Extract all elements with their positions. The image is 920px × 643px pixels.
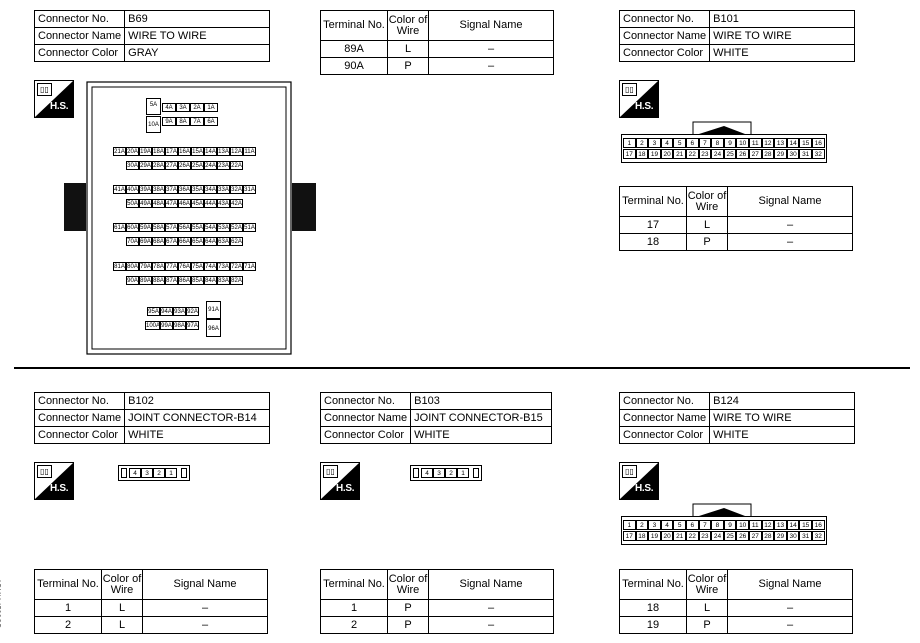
pin-17A: 17A (166, 149, 177, 155)
pin-9: 9 (724, 520, 737, 530)
pin-81A: 81A (114, 264, 125, 270)
terminal: 19 (620, 617, 687, 634)
pin-75A: 75A (192, 264, 203, 270)
connector-icon: ▯▯ (37, 83, 52, 96)
signal: – (429, 41, 554, 58)
b124-connector-face (621, 502, 827, 547)
pin-85A: 85A (192, 278, 203, 284)
signal: – (429, 58, 554, 75)
table-row (620, 600, 853, 617)
col-color: Color of Wire (687, 570, 728, 600)
b102-joint-connector (118, 465, 190, 481)
table-row (35, 600, 268, 617)
pin-88A: 88A (153, 278, 164, 284)
label: Connector Color (321, 427, 411, 444)
table-row (35, 617, 268, 634)
pin-25: 25 (724, 531, 737, 541)
b103-signal-table (320, 569, 554, 634)
pin-20: 20 (661, 531, 674, 541)
harness-side-icon (320, 462, 360, 500)
pin-30: 30 (787, 531, 800, 541)
label: Connector Name (620, 28, 710, 45)
pin-23A: 23A (218, 163, 229, 169)
signal: – (728, 600, 853, 617)
b69-left-latch (64, 183, 86, 231)
pin-25: 25 (724, 149, 737, 159)
col-signal: Signal Name (143, 570, 268, 600)
pin-98A: 98A (174, 323, 185, 329)
table-row (321, 600, 554, 617)
table-row (620, 617, 853, 634)
col-signal: Signal Name (728, 187, 853, 217)
label: Connector No. (35, 393, 125, 410)
col-signal: Signal Name (429, 570, 554, 600)
pin-67A: 67A (166, 239, 177, 245)
pin-4: 4 (661, 520, 674, 530)
col-color: Color of Wire (102, 570, 143, 600)
value: GRAY (125, 45, 270, 62)
pin-72A: 72A (231, 264, 242, 270)
pin-68A: 68A (153, 239, 164, 245)
pin-71A: 71A (244, 264, 255, 270)
wire-color: L (388, 41, 429, 58)
label: Connector Color (35, 427, 125, 444)
terminal: 17 (620, 217, 687, 234)
pin-22: 22 (686, 149, 699, 159)
wire-color: P (388, 617, 429, 634)
b124-info-table (619, 392, 855, 444)
pin-10: 10 (736, 520, 749, 530)
table-row (620, 234, 853, 251)
pin-77A: 77A (166, 264, 177, 270)
pin-2: 2 (445, 468, 457, 478)
pin-18A: 18A (153, 149, 164, 155)
pin-24: 24 (711, 531, 724, 541)
pin-27A: 27A (166, 163, 177, 169)
pin-55A: 55A (192, 225, 203, 231)
value: WHITE (710, 427, 855, 444)
pin-10: 10 (736, 138, 749, 148)
pin-82A: 82A (231, 278, 242, 284)
pin-19: 19 (648, 149, 661, 159)
pin-4: 4 (129, 468, 141, 478)
pin-14: 14 (787, 138, 800, 148)
pin-19A: 19A (140, 149, 151, 155)
pin-21: 21 (673, 531, 686, 541)
pin-44A: 44A (205, 201, 216, 207)
pin-1A: 1A (204, 103, 218, 112)
pin-8A: 8A (176, 117, 190, 126)
pin-29A: 29A (140, 163, 151, 169)
label: Connector No. (620, 11, 710, 28)
wire-color: P (388, 58, 429, 75)
pin-15: 15 (799, 520, 812, 530)
pin-83A: 83A (218, 278, 229, 284)
connector-icon: ▯▯ (323, 465, 338, 478)
pin-1: 1 (457, 468, 469, 478)
pin-30A: 30A (127, 163, 138, 169)
value: JOINT CONNECTOR-B15 (411, 410, 552, 427)
pin-6A: 6A (204, 117, 218, 126)
pin-18: 18 (636, 531, 649, 541)
pin-11: 11 (749, 138, 762, 148)
pin-58A: 58A (153, 225, 164, 231)
pin-5: 5 (673, 520, 686, 530)
pin-3: 3 (648, 138, 661, 148)
section-divider (14, 367, 910, 369)
pin-78A: 78A (153, 264, 164, 270)
pin-23: 23 (699, 149, 712, 159)
pin-29: 29 (774, 531, 787, 541)
pin-52A: 52A (231, 225, 242, 231)
pin-59A: 59A (140, 225, 151, 231)
harness-side-icon (619, 80, 659, 118)
pin-41A: 41A (114, 187, 125, 193)
value: WIRE TO WIRE (710, 28, 855, 45)
pin-9A: 9A (162, 117, 176, 126)
b102-signal-table (34, 569, 268, 634)
pin-32: 32 (812, 531, 825, 541)
hs-label: H.S. (635, 101, 654, 112)
pin-95A: 95A (148, 309, 159, 315)
pin-1: 1 (165, 468, 177, 478)
pin-12: 12 (762, 520, 775, 530)
label: Connector Color (620, 427, 710, 444)
pin-20: 20 (661, 149, 674, 159)
pin-38A: 38A (153, 187, 164, 193)
pin-47A: 47A (166, 201, 177, 207)
pin-84A: 84A (205, 278, 216, 284)
signal: – (728, 217, 853, 234)
pin-15: 15 (799, 138, 812, 148)
pin-2: 2 (636, 138, 649, 148)
col-terminal: Terminal No. (620, 187, 687, 217)
pin-31: 31 (799, 531, 812, 541)
b103-joint-connector (410, 465, 482, 481)
pin-12: 12 (762, 138, 775, 148)
pin-8: 8 (711, 138, 724, 148)
col-signal: Signal Name (429, 11, 554, 41)
connector-icon: ▯▯ (622, 465, 637, 478)
value: WIRE TO WIRE (125, 28, 270, 45)
pin-46A: 46A (179, 201, 190, 207)
pin-39A: 39A (140, 187, 151, 193)
pin-2: 2 (636, 520, 649, 530)
b69-right-latch (292, 183, 316, 231)
pin-6: 6 (686, 520, 699, 530)
pin-7A: 7A (190, 117, 204, 126)
col-terminal: Terminal No. (321, 11, 388, 41)
pin-76A: 76A (179, 264, 190, 270)
pin-27: 27 (749, 531, 762, 541)
lock-tab (121, 468, 127, 478)
pin-32A: 32A (231, 187, 242, 193)
signal: – (429, 600, 554, 617)
pin-24: 24 (711, 149, 724, 159)
pin-49A: 49A (140, 201, 151, 207)
pin-5A: 5A (146, 98, 161, 115)
lock-tab (181, 468, 187, 478)
pin-11: 11 (749, 520, 762, 530)
pin-7: 7 (699, 138, 712, 148)
pin-29: 29 (774, 149, 787, 159)
label: Connector Name (321, 410, 411, 427)
pin-62A: 62A (231, 239, 242, 245)
pin-16: 16 (812, 138, 825, 148)
pin-19: 19 (648, 531, 661, 541)
pin-18: 18 (636, 149, 649, 159)
pin-97A: 97A (187, 323, 198, 329)
label: Connector No. (620, 393, 710, 410)
hs-label: H.S. (50, 101, 69, 112)
pin-73A: 73A (218, 264, 229, 270)
signal: – (728, 234, 853, 251)
pin-42A: 42A (231, 201, 242, 207)
pin-74A: 74A (205, 264, 216, 270)
pin-30: 30 (787, 149, 800, 159)
value: B103 (411, 393, 552, 410)
col-terminal: Terminal No. (321, 570, 388, 600)
value: JOINT CONNECTOR-B14 (125, 410, 270, 427)
table-row (321, 41, 554, 58)
pin-11A: 11A (244, 149, 255, 155)
pin-1: 1 (623, 520, 636, 530)
label: Connector Name (35, 28, 125, 45)
lock-tab (473, 468, 479, 478)
pin-4A: 4A (162, 103, 176, 112)
pin-40A: 40A (127, 187, 138, 193)
pin-20A: 20A (127, 149, 138, 155)
col-terminal: Terminal No. (620, 570, 687, 600)
b124-signal-table (619, 569, 853, 634)
col-signal: Signal Name (728, 570, 853, 600)
hs-label: H.S. (635, 483, 654, 494)
pin-15A: 15A (192, 149, 203, 155)
pin-26: 26 (736, 531, 749, 541)
pin-48A: 48A (153, 201, 164, 207)
wire-color: P (388, 600, 429, 617)
pin-54A: 54A (205, 225, 216, 231)
pin-93A: 93A (174, 309, 185, 315)
pin-3: 3 (433, 468, 445, 478)
connector-icon: ▯▯ (37, 465, 52, 478)
pin-28: 28 (762, 531, 775, 541)
pin-57A: 57A (166, 225, 177, 231)
pin-4: 4 (421, 468, 433, 478)
pin-69A: 69A (140, 239, 151, 245)
label: Connector No. (35, 11, 125, 28)
terminal: 90A (321, 58, 388, 75)
value: B69 (125, 11, 270, 28)
pin-32: 32 (812, 149, 825, 159)
value: WHITE (411, 427, 552, 444)
wire-color: L (687, 217, 728, 234)
hs-label: H.S. (50, 483, 69, 494)
wire-color: P (687, 617, 728, 634)
pin-10A: 10A (146, 116, 161, 133)
pin-34A: 34A (205, 187, 216, 193)
pin-22A: 22A (231, 163, 242, 169)
pin-2: 2 (153, 468, 165, 478)
pin-86A: 86A (179, 278, 190, 284)
value: WIRE TO WIRE (710, 410, 855, 427)
col-color: Color of Wire (388, 570, 429, 600)
pin-9: 9 (724, 138, 737, 148)
pin-65A: 65A (192, 239, 203, 245)
wire-color: L (102, 617, 143, 634)
pin-89A: 89A (140, 278, 151, 284)
value: WHITE (125, 427, 270, 444)
pin-31: 31 (799, 149, 812, 159)
pin-63A: 63A (218, 239, 229, 245)
pin-43A: 43A (218, 201, 229, 207)
pin-2A: 2A (190, 103, 204, 112)
pin-7: 7 (699, 520, 712, 530)
pin-27: 27 (749, 149, 762, 159)
wire-color: L (102, 600, 143, 617)
pin-70A: 70A (127, 239, 138, 245)
pin-5: 5 (673, 138, 686, 148)
terminal: 89A (321, 41, 388, 58)
pin-28A: 28A (153, 163, 164, 169)
pin-80A: 80A (127, 264, 138, 270)
pin-14: 14 (787, 520, 800, 530)
b69-signal-table (320, 10, 554, 75)
pin-28: 28 (762, 149, 775, 159)
col-terminal: Terminal No. (35, 570, 102, 600)
terminal: 18 (620, 234, 687, 251)
pin-60A: 60A (127, 225, 138, 231)
pin-12A: 12A (231, 149, 242, 155)
harness-side-icon (619, 462, 659, 500)
pin-94A: 94A (161, 309, 172, 315)
pin-64A: 64A (205, 239, 216, 245)
signal: – (143, 617, 268, 634)
pin-61A: 61A (114, 225, 125, 231)
pin-37A: 37A (166, 187, 177, 193)
value: B101 (710, 11, 855, 28)
label: Connector No. (321, 393, 411, 410)
pin-16: 16 (812, 520, 825, 530)
pin-53A: 53A (218, 225, 229, 231)
pin-3A: 3A (176, 103, 190, 112)
pin-1: 1 (623, 138, 636, 148)
label: Connector Color (35, 45, 125, 62)
terminal: 1 (321, 600, 388, 617)
pin-22: 22 (686, 531, 699, 541)
pin-79A: 79A (140, 264, 151, 270)
signal: – (143, 600, 268, 617)
pin-35A: 35A (192, 187, 203, 193)
b101-connector-face (621, 120, 827, 165)
pin-17: 17 (623, 149, 636, 159)
pin-26: 26 (736, 149, 749, 159)
pin-14A: 14A (205, 149, 216, 155)
connector-icon: ▯▯ (622, 83, 637, 96)
pin-87A: 87A (166, 278, 177, 284)
value: B102 (125, 393, 270, 410)
pin-51A: 51A (244, 225, 255, 231)
pin-99A: 99A (161, 323, 172, 329)
pin-13: 13 (774, 138, 787, 148)
pin-50A: 50A (127, 201, 138, 207)
signal: – (728, 617, 853, 634)
label: Connector Color (620, 45, 710, 62)
terminal: 1 (35, 600, 102, 617)
label: Connector Name (620, 410, 710, 427)
value: WHITE (710, 45, 855, 62)
pin-21A: 21A (114, 149, 125, 155)
pin-25A: 25A (192, 163, 203, 169)
pin-31A: 31A (244, 187, 255, 193)
pin-24A: 24A (205, 163, 216, 169)
pin-56A: 56A (179, 225, 190, 231)
pin-3: 3 (648, 520, 661, 530)
pin-4: 4 (661, 138, 674, 148)
col-color: Color of Wire (388, 11, 429, 41)
b101-signal-table (619, 186, 853, 251)
pin-16A: 16A (179, 149, 190, 155)
table-row (620, 217, 853, 234)
terminal: 2 (35, 617, 102, 634)
lock-tab (413, 468, 419, 478)
pin-36A: 36A (179, 187, 190, 193)
pin-33A: 33A (218, 187, 229, 193)
b103-info-table (320, 392, 552, 444)
pin-66A: 66A (179, 239, 190, 245)
pin-21: 21 (673, 149, 686, 159)
table-row (321, 617, 554, 634)
hs-label: H.S. (336, 483, 355, 494)
b69-info-table (34, 10, 270, 62)
pin-13: 13 (774, 520, 787, 530)
pin-90A: 90A (127, 278, 138, 284)
signal: – (429, 617, 554, 634)
pin-96A: 96A (206, 319, 221, 337)
table-row (321, 58, 554, 75)
harness-side-icon (34, 462, 74, 500)
label: Connector Name (35, 410, 125, 427)
pin-8: 8 (711, 520, 724, 530)
pin-26A: 26A (179, 163, 190, 169)
col-color: Color of Wire (687, 187, 728, 217)
terminal: 18 (620, 600, 687, 617)
wire-color: P (687, 234, 728, 251)
pin-13A: 13A (218, 149, 229, 155)
pin-3: 3 (141, 468, 153, 478)
pin-17: 17 (623, 531, 636, 541)
wire-color: L (687, 600, 728, 617)
harness-side-icon (34, 80, 74, 118)
b102-info-table (34, 392, 270, 444)
pin-91A: 91A (206, 301, 221, 319)
pin-6: 6 (686, 138, 699, 148)
pin-92A: 92A (187, 309, 198, 315)
pin-45A: 45A (192, 201, 203, 207)
b101-info-table (619, 10, 855, 62)
pin-23: 23 (699, 531, 712, 541)
terminal: 2 (321, 617, 388, 634)
pin-100A: 100A (146, 323, 161, 329)
value: B124 (710, 393, 855, 410)
